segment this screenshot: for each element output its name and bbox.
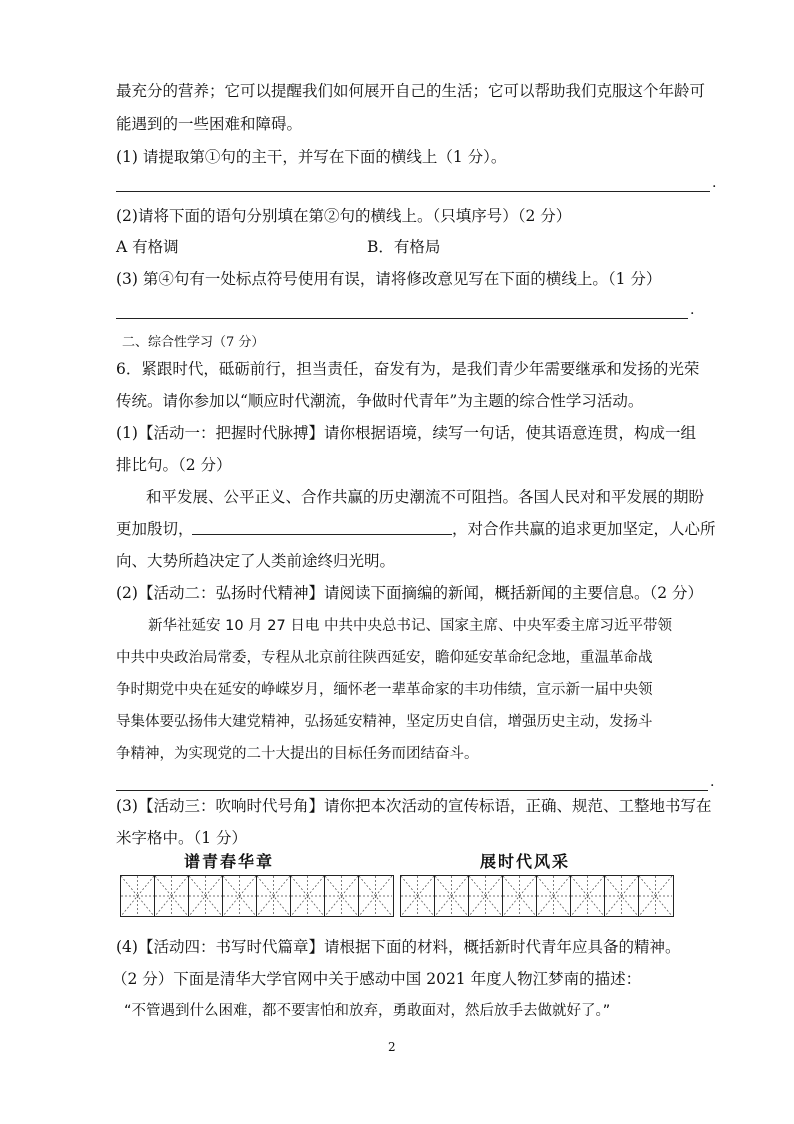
- news-line: 新华社延安 10 月 27 日电 中共中央总书记、国家主席、中央军委主席习近平带领: [148, 618, 672, 634]
- answer-line-period: .: [712, 175, 717, 191]
- option-b: B．有格局: [367, 238, 441, 256]
- mi-grid-cell[interactable]: [503, 876, 537, 916]
- answer-line-period: .: [710, 774, 715, 790]
- slogan-left: 谱青春华章: [184, 852, 275, 871]
- activity-4-cont: （2 分）下面是清华大学官网中关于感动中国 2021 年度人物江梦南的描述：: [112, 970, 642, 988]
- mi-grid-cell[interactable]: [359, 876, 393, 916]
- mi-grid-left[interactable]: [120, 875, 394, 917]
- mi-grid-cell[interactable]: [257, 876, 291, 916]
- activity-4: (4)【活动四：书写时代篇章】请根据下面的材料，概括新时代青年应具备的精神。: [116, 938, 681, 956]
- text-line: 能遇到的一些困难和障碍。: [116, 115, 303, 133]
- fill-blank[interactable]: [192, 534, 452, 535]
- passage-line: 和平发展、公平正义、合作共赢的历史潮流不可阻挡。各国人民对和平发展的期盼: [146, 488, 705, 506]
- mi-grid-cell[interactable]: [401, 876, 435, 916]
- mi-grid-cell[interactable]: [155, 876, 189, 916]
- section-heading: 二、综合性学习（7 分）: [122, 335, 265, 350]
- quote: “不管遇到什么困难，都不要害怕和放弃，勇敢面对，然后放手去做就好了。”: [124, 1003, 611, 1019]
- option-a: A 有格调: [116, 238, 179, 256]
- news-line: 中共中央政治局常委，专程从北京前往陕西延安，瞻仰延安革命纪念地，重温革命战: [116, 650, 653, 666]
- activity-1-cont: 排比句。（2 分）: [116, 456, 232, 474]
- text-line: 最充分的营养；它可以提醒我们如何展开自己的生活；它可以帮助我们克服这个年龄可: [116, 82, 706, 100]
- news-line: 争精神，为实现党的二十大提出的目标任务而团结奋斗。: [116, 746, 479, 762]
- news-line: 导集体要弘扬伟大建党精神，弘扬延安精神，坚定历史自信，增强历史主动，发扬斗: [116, 714, 653, 730]
- mi-grid-cell[interactable]: [121, 876, 155, 916]
- news-line: 争时期党中央在延安的峥嵘岁月，缅怀老一辈革命家的丰功伟绩，宣示新一届中央领: [116, 682, 653, 698]
- mi-grid-cell[interactable]: [571, 876, 605, 916]
- mi-grid-cell[interactable]: [469, 876, 503, 916]
- question-1: (1) 请提取第①句的主干，并写在下面的横线上（1 分）。: [116, 148, 507, 166]
- mi-grid-right[interactable]: [400, 875, 674, 917]
- question-6: 6．紧跟时代，砥砺前行，担当责任，奋发有为，是我们青少年需要继承和发扬的光荣: [116, 360, 700, 378]
- answer-line[interactable]: [116, 318, 688, 319]
- question-3: (3) 第④句有一处标点符号使用有误，请将修改意见写在下面的横线上。（1 分）: [116, 270, 662, 288]
- answer-line[interactable]: [116, 191, 710, 192]
- mi-grid-cell[interactable]: [435, 876, 469, 916]
- activity-1: (1)【活动一：把握时代脉搏】请你根据语境，续写一句话，使其语意连贯，构成一组: [116, 424, 696, 442]
- mi-grid-cell[interactable]: [223, 876, 257, 916]
- activity-2: (2)【活动二：弘扬时代精神】请阅读下面摘编的新闻，概括新闻的主要信息。（2 分）: [116, 584, 703, 602]
- mi-grid-cell[interactable]: [639, 876, 673, 916]
- mi-grid-cell[interactable]: [605, 876, 639, 916]
- activity-3-cont: 米字格中。（1 分）: [116, 829, 248, 847]
- passage-line: 更加殷切，: [116, 520, 194, 538]
- mi-grid-cell[interactable]: [291, 876, 325, 916]
- answer-line[interactable]: [116, 790, 708, 791]
- mi-grid-cell[interactable]: [189, 876, 223, 916]
- question-2: (2)请将下面的语句分别填在第②句的横线上。（只填序号）（2 分）: [116, 207, 572, 225]
- page-number: 2: [388, 1040, 396, 1054]
- mi-grid-cell[interactable]: [325, 876, 359, 916]
- mi-grid-cell[interactable]: [537, 876, 571, 916]
- slogan-right: 展时代风采: [480, 852, 571, 871]
- question-6-cont: 传统。请你参加以“顺应时代潮流，争做时代青年”为主题的综合性学习活动。: [116, 392, 644, 410]
- passage-line: ，对合作共赢的追求更加坚定，人心所: [452, 520, 716, 538]
- passage-line: 向、大势所趋决定了人类前途终归光明。: [116, 552, 396, 570]
- activity-3: (3)【活动三：吹响时代号角】请你把本次活动的宣传标语，正确、规范、工整地书写在: [116, 797, 712, 815]
- answer-line-period: .: [690, 302, 695, 318]
